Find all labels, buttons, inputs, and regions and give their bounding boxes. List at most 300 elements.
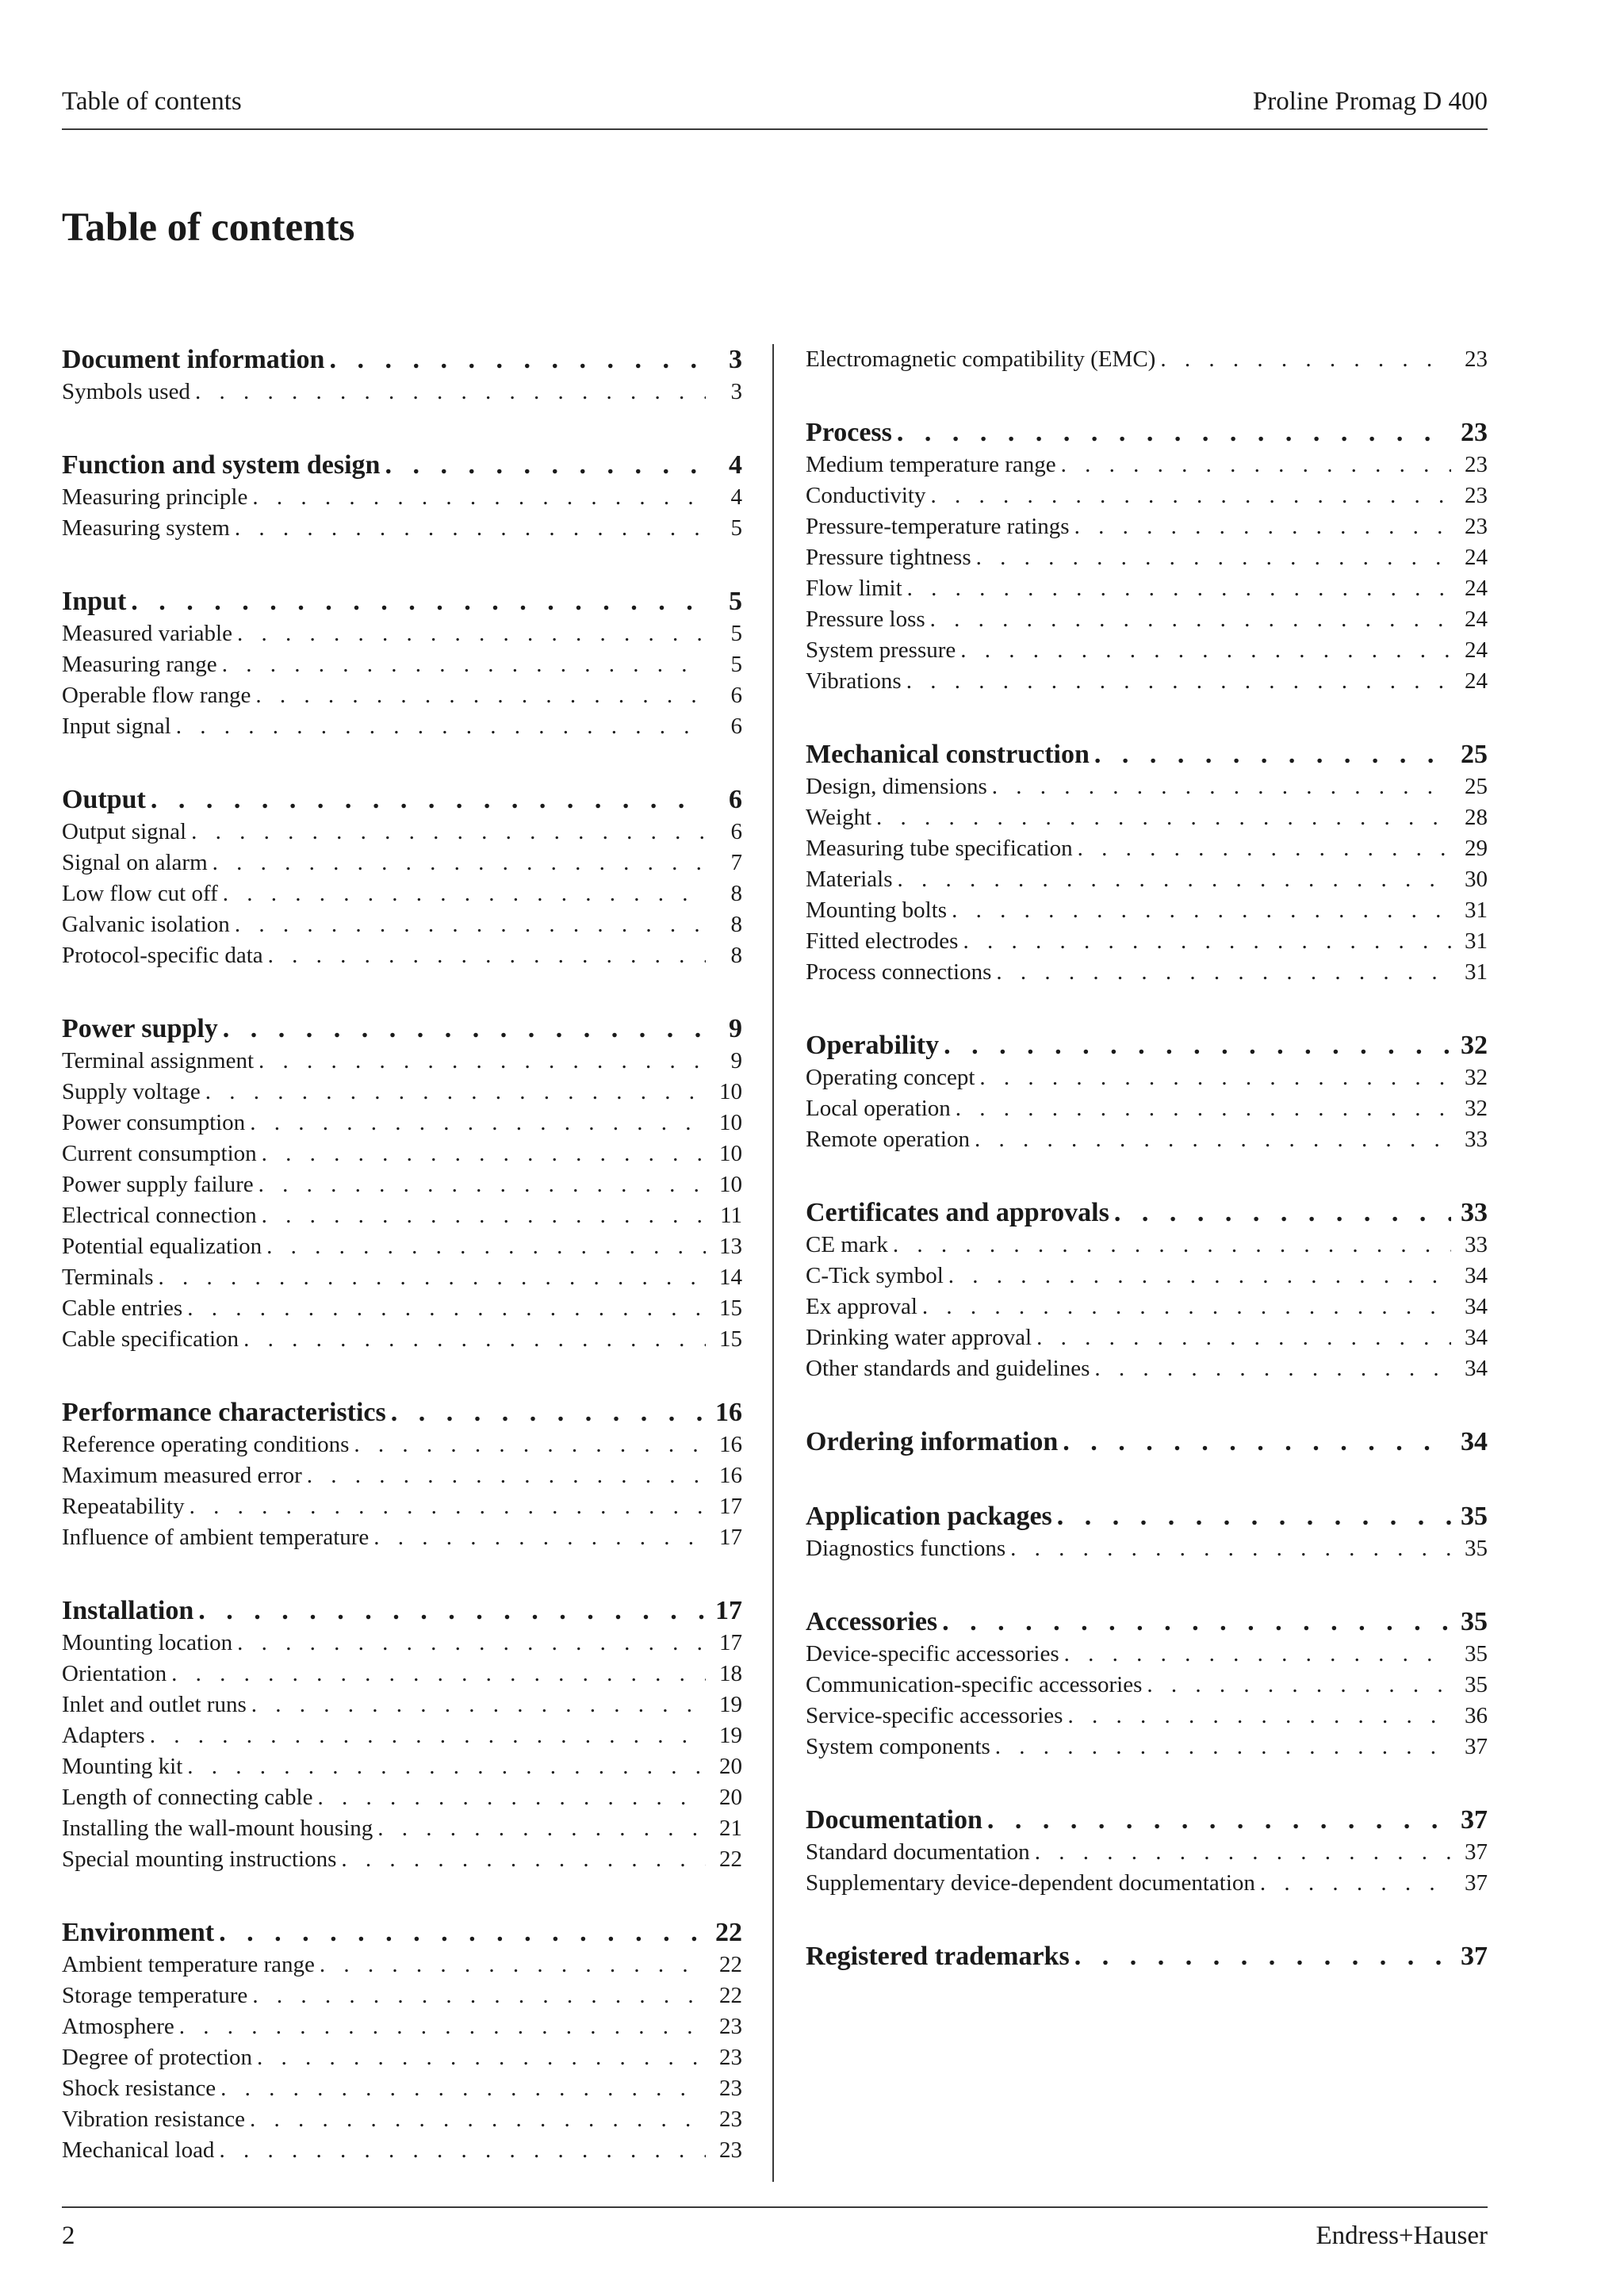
toc-heading[interactable] [62,1013,742,1046]
toc-item-page: 22 [719,1846,742,1872]
toc-item-page: 17 [719,1630,742,1655]
toc-heading[interactable] [62,450,742,482]
toc-item[interactable] [62,649,742,680]
dot-leader [222,649,706,679]
toc-item-label: System pressure [806,637,956,663]
toc-item-label: Signal on alarm [62,850,208,875]
toc-item-label: Diagnostics functions [806,1536,1006,1561]
dot-leader [262,1138,706,1169]
toc-item[interactable] [806,957,1488,988]
toc-item-label: Input signal [62,714,171,739]
dot-leader [176,711,706,741]
dot-leader [243,1324,706,1354]
toc-item[interactable] [62,848,742,878]
dot-leader [995,1732,1451,1762]
toc-heading-page: 33 [1461,1198,1488,1227]
dot-leader [150,1720,706,1751]
toc-item-page: 10 [719,1172,742,1197]
toc-item-label: Other standards and guidelines [806,1356,1090,1381]
toc-section [62,1917,742,2166]
toc-item[interactable] [806,926,1488,957]
toc-item-page: 34 [1465,1294,1488,1319]
toc-item[interactable] [806,450,1488,480]
toc-item-page: 21 [719,1816,742,1841]
toc-item-page: 11 [720,1203,742,1228]
toc-item-label: Weight [806,805,872,830]
dot-leader [1064,1639,1451,1669]
toc-section [806,344,1488,375]
toc-item-label: Mechanical load [62,2137,215,2163]
toc-item[interactable] [806,511,1488,542]
toc-item-label: Symbols used [62,379,190,404]
toc-item-label: Pressure loss [806,607,925,632]
toc-item-page: 34 [1465,1325,1488,1350]
toc-item-page: 34 [1465,1263,1488,1288]
toc-item[interactable] [62,2042,742,2073]
toc-heading-page: 9 [729,1014,742,1043]
toc-column-left [62,344,742,2208]
toc-item-page: 6 [730,819,742,844]
toc-item[interactable] [806,1062,1488,1093]
toc-item[interactable] [806,573,1488,604]
toc-section [806,417,1488,697]
toc-section [806,1426,1488,1459]
toc-item[interactable] [806,802,1488,833]
dot-leader [159,1262,706,1292]
toc-item[interactable] [62,1429,742,1460]
toc-heading-page: 37 [1461,1942,1488,1971]
toc-item[interactable] [62,1628,742,1659]
toc-heading[interactable] [806,1426,1488,1459]
toc-item-page: 10 [719,1079,742,1104]
toc-item-label: Output signal [62,819,187,844]
dot-leader [975,1124,1451,1154]
toc-heading[interactable] [806,1804,1488,1837]
toc-section [806,1030,1488,1155]
toc-section [62,1013,742,1355]
toc-item-label: Measuring range [62,652,217,677]
toc-item-label: Measuring principle [62,484,248,510]
dot-leader [198,1595,706,1627]
dot-leader [952,895,1451,925]
toc-item-page: 32 [1465,1065,1488,1090]
dot-leader [1035,1837,1451,1867]
toc-item[interactable] [62,377,742,408]
toc-column-right [806,344,1488,2015]
dot-leader [171,1659,706,1689]
toc-item-page: 33 [1465,1232,1488,1257]
toc-item[interactable] [806,1230,1488,1261]
toc-item[interactable] [62,2073,742,2104]
toc-heading[interactable] [806,1501,1488,1533]
toc-item[interactable] [62,1169,742,1200]
footer-rule [62,2206,1488,2208]
dot-leader [1061,450,1451,480]
toc-item-page: 24 [1465,607,1488,632]
toc-item-label: Special mounting instructions [62,1846,337,1872]
toc-heading[interactable] [62,586,742,618]
toc-item-label: Process connections [806,959,992,985]
toc-item-page: 15 [719,1326,742,1352]
toc-item-label: Operable flow range [62,683,251,708]
toc-heading-page: 34 [1461,1427,1488,1456]
toc-heading-page: 6 [729,785,742,814]
toc-heading-label: Output [62,785,146,814]
toc-item-label: Operating concept [806,1065,975,1090]
dot-leader [385,450,706,481]
toc-item-page: 6 [730,714,742,739]
dot-leader [1067,1701,1451,1731]
toc-item-page: 10 [719,1110,742,1135]
dot-leader [1078,833,1451,863]
toc-item-page: 31 [1465,928,1488,954]
toc-heading-page: 37 [1461,1805,1488,1835]
dot-leader [963,926,1451,956]
dot-leader [223,878,706,909]
dot-leader [213,848,706,878]
dot-leader [996,957,1451,987]
dot-leader [922,1292,1451,1322]
toc-item-label: Low flow cut off [62,881,218,906]
dot-leader [942,1606,1451,1638]
dot-leader [1094,1353,1451,1383]
dot-leader [1063,1426,1451,1458]
toc-item[interactable] [62,482,742,513]
toc-item[interactable] [62,1782,742,1813]
toc-heading[interactable] [62,1397,742,1429]
toc-item-label: Electrical connection [62,1203,257,1228]
dot-leader [252,482,706,512]
toc-item-label: Mounting location [62,1630,233,1655]
toc-item-page: 23 [719,2076,742,2101]
toc-item-page: 5 [730,621,742,646]
toc-item[interactable] [806,895,1488,926]
dot-leader [259,1046,706,1076]
dot-leader [1036,1322,1451,1353]
toc-item[interactable] [806,1670,1488,1701]
toc-heading-page: 5 [729,587,742,616]
toc-item[interactable] [806,1868,1488,1899]
toc-item-label: Terminals [62,1265,154,1290]
dot-leader [255,680,706,710]
toc-heading-label: Power supply [62,1014,218,1043]
toc-item[interactable] [62,1046,742,1077]
toc-item[interactable] [806,1701,1488,1732]
toc-item[interactable] [62,909,742,940]
toc-item-label: Supplementary device-dependent documentation [806,1870,1255,1896]
toc-item[interactable] [62,1813,742,1844]
toc-item-page: 18 [719,1661,742,1686]
toc-item[interactable] [62,1980,742,2011]
toc-heading[interactable] [806,1941,1488,1973]
dot-leader [252,1980,706,2011]
toc-item-page: 7 [730,850,742,875]
toc-section [806,1197,1488,1384]
dot-leader [948,1261,1451,1291]
toc-item-label: Cable specification [62,1326,239,1352]
toc-item-page: 17 [719,1525,742,1550]
toc-item-label: Influence of ambient temperature [62,1525,370,1550]
toc-heading[interactable] [806,1030,1488,1062]
toc-item-label: Vibration resistance [62,2107,245,2132]
toc-item[interactable] [62,1077,742,1108]
toc-item[interactable] [62,680,742,711]
toc-section [62,1397,742,1553]
toc-item[interactable] [806,1292,1488,1322]
toc-item-page: 29 [1465,836,1488,861]
toc-item-label: Measured variable [62,621,232,646]
toc-item[interactable] [806,542,1488,573]
dot-leader [237,1628,706,1658]
toc-heading-page: 3 [729,345,742,374]
toc-item-label: Power consumption [62,1110,246,1135]
toc-item[interactable] [62,1844,742,1875]
toc-item-page: 24 [1465,545,1488,570]
dot-leader [930,480,1451,511]
dot-leader [251,1689,706,1720]
toc-item[interactable] [62,1751,742,1782]
toc-item-label: Standard documentation [806,1839,1030,1865]
toc-item[interactable] [806,344,1488,375]
toc-item-page: 19 [719,1723,742,1748]
dot-leader [191,817,706,847]
toc-item[interactable] [62,1108,742,1138]
toc-heading-page: 17 [715,1596,742,1625]
toc-item-page: 37 [1465,1870,1488,1896]
dot-leader [373,1522,706,1552]
toc-item-page: 5 [730,515,742,541]
toc-item[interactable] [62,2104,742,2135]
dot-leader [1057,1501,1451,1533]
toc-item[interactable] [62,1950,742,1980]
toc-item[interactable] [62,1262,742,1293]
dot-leader [1074,511,1451,541]
toc-item-label: Measuring tube specification [806,836,1073,861]
toc-item[interactable] [62,1491,742,1522]
dot-leader [223,1013,706,1045]
toc-item-page: 23 [719,2137,742,2163]
toc-heading-label: Document information [62,345,325,374]
toc-item-page: 22 [719,1952,742,1977]
toc-item-label: Medium temperature range [806,452,1056,477]
toc-section [806,1501,1488,1564]
toc-item-page: 19 [719,1692,742,1717]
toc-item-page: 25 [1465,774,1488,799]
toc-item-page: 14 [719,1265,742,1290]
toc-heading-label: Ordering information [806,1427,1059,1456]
toc-item[interactable] [806,1732,1488,1762]
toc-item-label: Potential equalization [62,1234,262,1259]
toc-item-page: 5 [730,652,742,677]
toc-item[interactable] [806,771,1488,802]
dot-leader [235,909,706,939]
toc-item[interactable] [62,618,742,649]
toc-item[interactable] [62,1200,742,1231]
running-header-section: Table of contents [62,87,242,116]
dot-leader [956,1093,1451,1123]
toc-item[interactable] [62,1659,742,1689]
toc-heading[interactable] [62,1595,742,1628]
dot-leader [979,1062,1451,1093]
toc-item-page: 31 [1465,897,1488,923]
toc-item[interactable] [806,1322,1488,1353]
dot-leader [237,618,706,649]
toc-heading[interactable] [62,784,742,817]
toc-heading[interactable] [62,344,742,377]
dot-leader [930,604,1451,634]
dot-leader [1094,739,1451,771]
toc-item-label: Mounting bolts [806,897,948,923]
toc-item-page: 23 [1465,514,1488,539]
toc-heading-label: Input [62,587,127,616]
toc-heading-label: Documentation [806,1805,982,1835]
dot-leader [377,1813,706,1843]
toc-item[interactable] [806,1124,1488,1155]
toc-item[interactable] [62,1522,742,1553]
toc-item-label: Reference operating conditions [62,1432,350,1457]
toc-item[interactable] [62,817,742,848]
dot-leader [391,1397,706,1429]
toc-heading-label: Performance characteristics [62,1398,386,1427]
toc-item[interactable] [62,1293,742,1324]
toc-heading-label: Installation [62,1596,194,1625]
toc-item-label: Service-specific accessories [806,1703,1063,1728]
toc-item-label: Orientation [62,1661,167,1686]
toc-item-label: Communication-specific accessories [806,1672,1143,1697]
toc-item[interactable] [806,1533,1488,1564]
toc-item-page: 31 [1465,959,1488,985]
toc-item-label: Adapters [62,1723,145,1748]
toc-item[interactable] [806,1353,1488,1384]
toc-heading[interactable] [806,417,1488,450]
toc-item-page: 24 [1465,576,1488,601]
toc-item-label: Ambient temperature range [62,1952,315,1977]
toc-item-page: 35 [1465,1672,1488,1697]
dot-leader [1160,344,1451,374]
toc-item[interactable] [62,1720,742,1751]
toc-section [62,784,742,971]
toc-item-label: Device-specific accessories [806,1641,1059,1667]
dot-leader [190,1491,706,1521]
toc-item[interactable] [806,1093,1488,1124]
toc-item-page: 35 [1465,1536,1488,1561]
toc-item-label: Length of connecting cable [62,1785,313,1810]
toc-item[interactable] [62,2011,742,2042]
toc-item[interactable] [62,878,742,909]
toc-heading[interactable] [806,1606,1488,1639]
toc-item-page: 37 [1465,1734,1488,1759]
toc-heading-label: Registered trademarks [806,1942,1070,1971]
toc-item[interactable] [806,1837,1488,1868]
toc-heading-page: 22 [715,1918,742,1947]
toc-item-page: 16 [719,1463,742,1488]
toc-item-label: Installing the wall-mount housing [62,1816,373,1841]
toc-item-page: 36 [1465,1703,1488,1728]
toc-item-page: 8 [730,943,742,968]
dot-leader [354,1429,706,1460]
dot-leader [250,1108,706,1138]
toc-item[interactable] [806,833,1488,864]
toc-item-label: Design, dimensions [806,774,987,799]
toc-item[interactable] [62,1324,742,1355]
toc-item-label: CE mark [806,1232,888,1257]
toc-item[interactable] [62,711,742,742]
dot-leader [897,417,1451,449]
toc-item-label: Storage temperature [62,1983,248,2008]
toc-item-page: 23 [1465,452,1488,477]
toc-item-label: Remote operation [806,1127,970,1152]
toc-item-page: 30 [1465,867,1488,892]
toc-item-label: Conductivity [806,483,926,508]
toc-item-label: System components [806,1734,990,1759]
toc-heading[interactable] [62,1917,742,1950]
toc-item-page: 17 [719,1494,742,1519]
dot-leader [259,1169,706,1200]
dot-leader [268,940,706,970]
toc-item-page: 24 [1465,637,1488,663]
toc-item[interactable] [62,513,742,544]
dot-leader [262,1200,706,1230]
toc-item-label: Degree of protection [62,2045,252,2070]
toc-item-page: 33 [1465,1127,1488,1152]
toc-heading-page: 23 [1461,418,1488,447]
dot-leader [876,802,1451,832]
toc-item[interactable] [62,1138,742,1169]
toc-item-label: Atmosphere [62,2014,174,2039]
toc-item-label: Galvanic isolation [62,912,230,937]
dot-leader [1074,1941,1451,1973]
dot-leader [976,542,1451,572]
toc-item[interactable] [806,1261,1488,1292]
toc-item-page: 6 [730,683,742,708]
toc-item[interactable] [62,2135,742,2166]
toc-heading-label: Application packages [806,1502,1052,1531]
toc-item-label: Electromagnetic compatibility (EMC) [806,346,1156,372]
toc-item[interactable] [62,1689,742,1720]
toc-item-page: 23 [719,2014,742,2039]
dot-leader [1010,1533,1451,1563]
toc-item[interactable] [806,1639,1488,1670]
toc-item[interactable] [62,940,742,971]
toc-heading[interactable] [806,1197,1488,1230]
toc-item-page: 23 [1465,483,1488,508]
toc-heading-label: Function and system design [62,450,381,480]
toc-item-page: 28 [1465,805,1488,830]
toc-item-label: Current consumption [62,1141,257,1166]
dot-leader [219,1917,706,1949]
toc-heading[interactable] [806,739,1488,771]
toc-item[interactable] [806,480,1488,511]
toc-item[interactable] [62,1460,742,1491]
dot-leader [205,1077,706,1107]
toc-item-label: Supply voltage [62,1079,201,1104]
dot-leader [906,666,1451,696]
toc-item[interactable] [806,666,1488,697]
dot-leader [219,2135,706,2165]
dot-leader [329,344,706,376]
toc-item[interactable] [806,604,1488,635]
toc-heading-page: 25 [1461,740,1488,769]
dot-leader [266,1231,706,1261]
dot-leader [257,2042,706,2072]
toc-section [806,1606,1488,1762]
toc-item-page: 8 [730,912,742,937]
toc-item-label: Pressure tightness [806,545,971,570]
toc-item[interactable] [806,635,1488,666]
toc-item[interactable] [62,1231,742,1262]
toc-heading-label: Environment [62,1918,215,1947]
toc-item[interactable] [806,864,1488,895]
